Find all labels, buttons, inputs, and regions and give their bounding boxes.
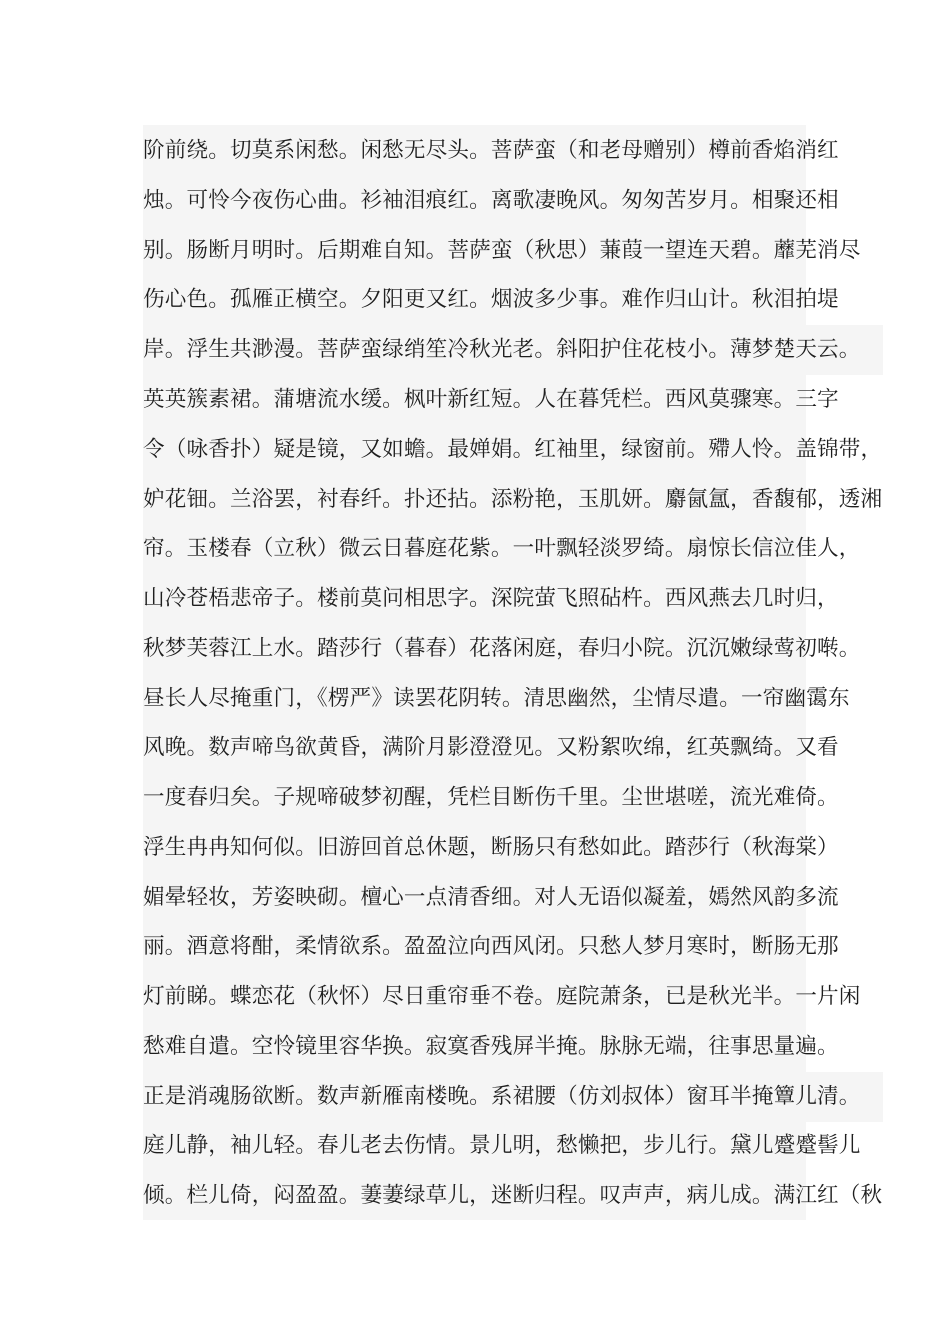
text-line-11: 秋梦芙蓉江上水。踏莎行（暮春）花落闲庭，春归小院。沉沉嫩绿莺初啭。 — [143, 636, 861, 661]
text-line-14: 一度春归矣。子规啼破梦初醒，凭栏目断伤千里。尘世堪嗟，流光难倚。 — [143, 785, 839, 810]
text-line-7: 令（咏香扑）疑是镜，又如蟾。最婵娟。红袖里，绿窗前。殢人怜。盖锦带， — [143, 437, 883, 462]
text-line-6: 英英簇素裙。蒲塘流水缓。枫叶新红短。人在暮凭栏。西风莫骤寒。三字 — [143, 387, 839, 412]
text-line-18: 灯前睇。蝶恋花（秋怀）尽日重帘垂不卷。庭院萧条，已是秋光半。一片闲 — [143, 984, 861, 1009]
text-line-3: 别。肠断月明时。后期难自知。菩萨蛮（秋思）蒹葭一望连天碧。蘼芜消尽 — [143, 238, 861, 263]
text-line-4: 伤心色。孤雁正横空。夕阳更又红。烟波多少事。难作归山计。秋泪拍堤 — [143, 287, 839, 312]
text-line-10: 山冷苍梧悲帝子。楼前莫问相思字。深院萤飞照砧杵。西风燕去几时归， — [143, 586, 839, 611]
text-line-5: 岸。浮生共渺漫。菩萨蛮绿绡笙冷秋光老。斜阳护住花枝小。薄梦楚天云。 — [143, 325, 883, 375]
text-line-19: 愁难自遣。空怜镜里容华换。寂寞香残屏半掩。脉脉无端，往事思量遍。 — [143, 1034, 839, 1059]
text-line-9: 帘。玉楼春（立秋）微云日暮庭花紫。一叶飘轻淡罗绮。扇惊长信泣佳人， — [143, 536, 861, 561]
text-line-20: 正是消魂肠欲断。数声新雁南楼晚。系裙腰（仿刘叔体）窗耳半掩簟儿清。 — [143, 1072, 883, 1122]
text-line-15: 浮生冉冉知何似。旧游回首总休题，断肠只有愁如此。踏莎行（秋海棠） — [143, 835, 839, 860]
text-line-16: 媚晕轻妆，芳姿映砌。檀心一点清香细。对人无语似凝羞，嫣然风韵多流 — [143, 885, 839, 910]
text-line-21: 庭儿静，袖儿轻。春儿老去伤情。景儿明，愁懒把，步儿行。黛儿蹙蹙髻儿 — [143, 1133, 861, 1158]
text-line-1: 阶前绕。切莫系闲愁。闲愁无尽头。菩萨蛮（和老母赠别）樽前香焰消红 — [143, 138, 839, 163]
text-line-2: 烛。可怜今夜伤心曲。衫袖泪痕红。离歌凄晚风。匆匆苦岁月。相聚还相 — [143, 188, 839, 213]
text-line-13: 风晚。数声啼鸟欲黄昏，满阶月影澄澄见。又粉絮吹绵，红英飘绮。又看 — [143, 735, 839, 760]
text-line-8: 妒花钿。兰浴罢，衬春纤。扑还拈。添粉艳，玉肌妍。麝氤氲，香馥郁，透湘 — [143, 487, 883, 512]
text-line-17: 丽。酒意将酣，柔情欲系。盈盈泣向西风闭。只愁人梦月寒时，断肠无那 — [143, 934, 839, 959]
text-line-22: 倾。栏儿倚，闷盈盈。萋萋绿草儿，迷断归程。叹声声，病儿成。满江红（秋 — [143, 1183, 883, 1208]
text-line-12: 昼长人尽掩重门，《楞严》读罢花阴转。清思幽然，尘情尽遣。一帘幽霭东 — [143, 686, 850, 711]
